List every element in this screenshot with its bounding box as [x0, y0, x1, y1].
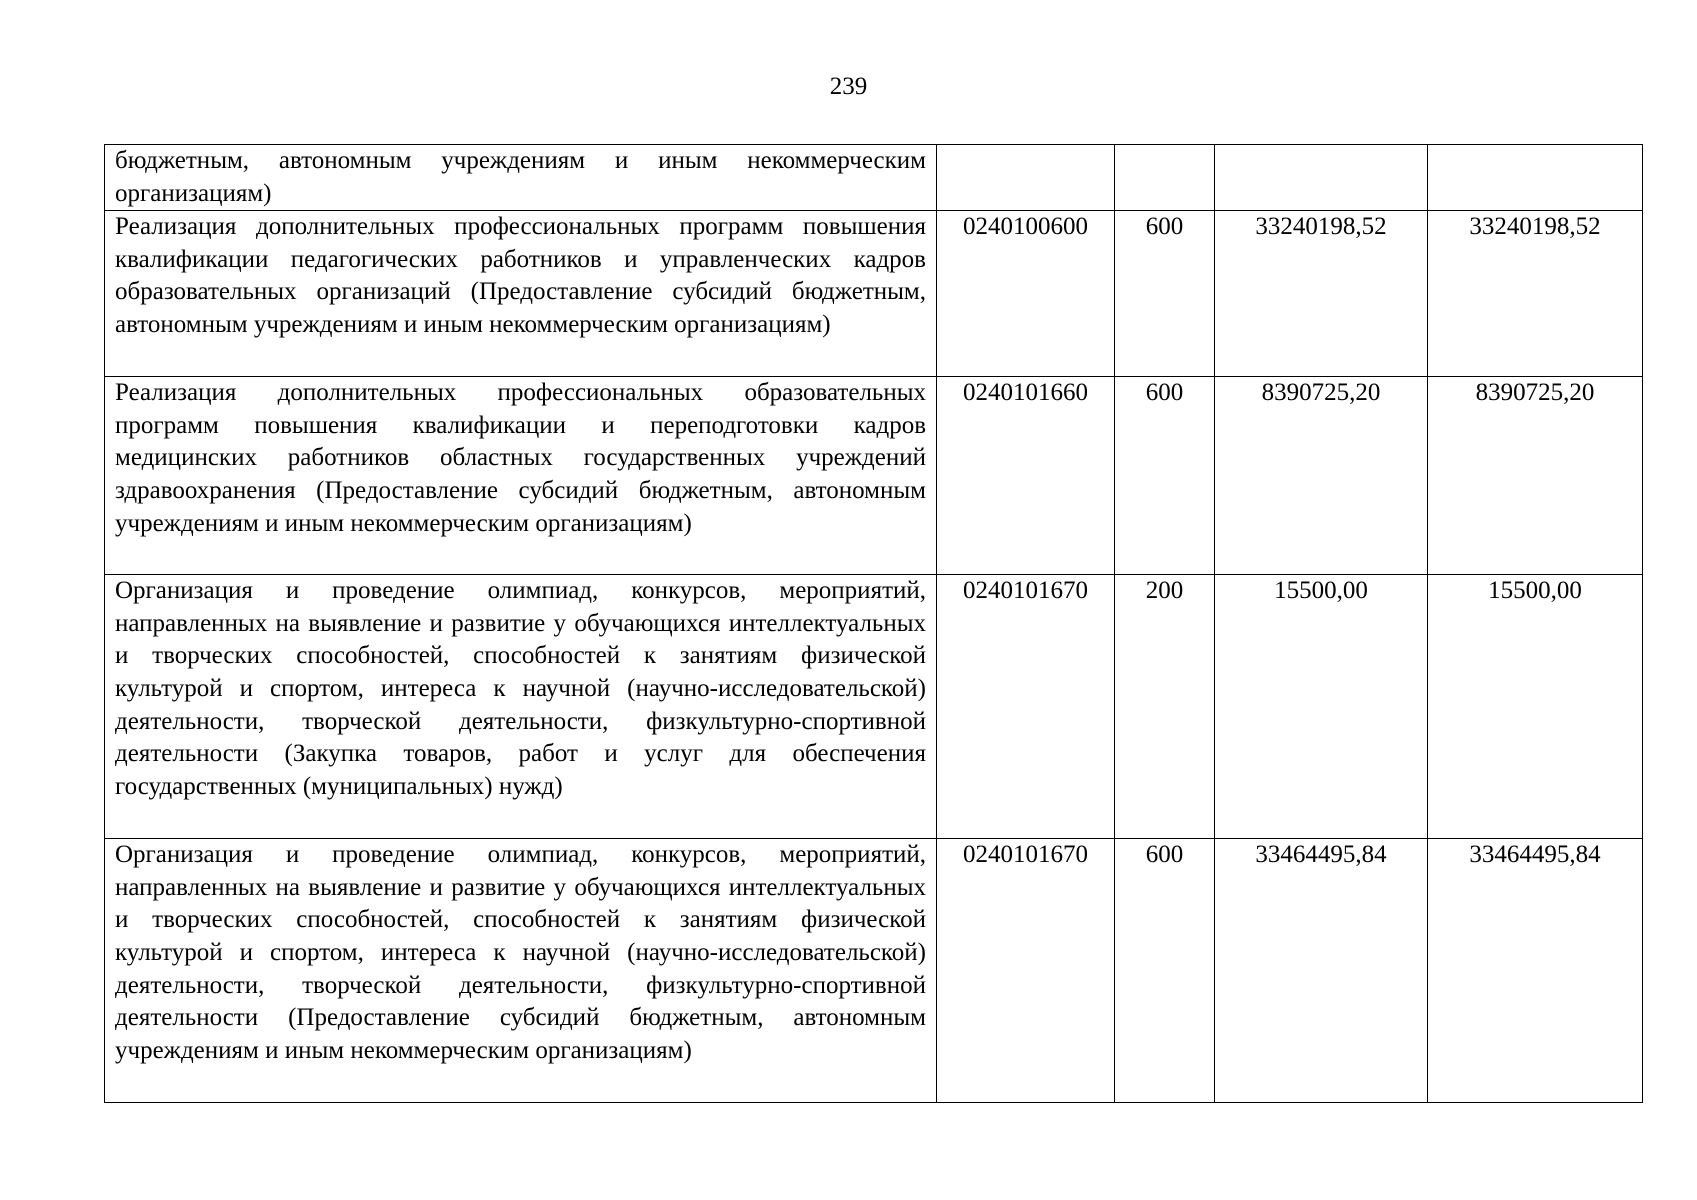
table-row	[105, 145, 1643, 211]
row-amount-2	[1428, 145, 1643, 211]
row-amount-1: 33240198,52	[1215, 211, 1428, 377]
budget-table	[104, 144, 1643, 1103]
row-description: Реализация дополнительных профессиональных программ повышения квалификации педагогических работников и управленческих кадров образовательных организаций (Предоставление субсидий бюджетным, автономным учреждениям и иным некоммерческим организациям)	[105, 211, 937, 377]
row-description: Организация и проведение олимпиад, конкурсов, мероприятий, направленных на выявление и развитие у обучающихся интеллектуальных и творческих способностей, способностей к занятиям физической культурой и спортом, интереса к научной (научно-исследовательской) деятельности, творческой деятельности, физкультурно-спортивной деятельности (Предоставление субсидий бюджетным, автономным учреждениям и иным некоммерческим организациям)	[105, 839, 937, 1103]
row-code: 0240101670	[937, 575, 1115, 839]
row-expense-type: 200	[1115, 575, 1215, 839]
row-amount-1: 15500,00	[1215, 575, 1428, 839]
row-code	[937, 145, 1115, 211]
table-row	[105, 575, 1643, 839]
row-description: бюджетным, автономным учреждениям и иным некоммерческим организациям)	[105, 145, 937, 211]
page-number: 239	[829, 73, 868, 100]
row-amount-2: 8390725,20	[1428, 377, 1643, 575]
table-row	[105, 839, 1643, 1103]
row-amount-1: 33464495,84	[1215, 839, 1428, 1103]
row-expense-type: 600	[1115, 211, 1215, 377]
row-code: 0240100600	[937, 211, 1115, 377]
table-row	[105, 377, 1643, 575]
table-row	[105, 211, 1643, 377]
row-description: Реализация дополнительных профессиональных образовательных программ повышения квалификации и переподготовки кадров медицинских работников областных государственных учреждений здравоохранения (Предоставление субсидий бюджетным, автономным учреждениям и иным некоммерческим организациям)	[105, 377, 937, 575]
row-amount-2: 33240198,52	[1428, 211, 1643, 377]
row-code: 0240101660	[937, 377, 1115, 575]
row-expense-type	[1115, 145, 1215, 211]
row-code: 0240101670	[937, 839, 1115, 1103]
row-amount-2: 33464495,84	[1428, 839, 1643, 1103]
row-amount-1	[1215, 145, 1428, 211]
row-description: Организация и проведение олимпиад, конкурсов, мероприятий, направленных на выявление и развитие у обучающихся интеллектуальных и творческих способностей, способностей к занятиям физической культурой и спортом, интереса к научной (научно-исследовательской) деятельности, творческой деятельности, физкультурно-спортивной деятельности (Закупка товаров, работ и услуг для обеспечения государственных (муниципальных) нужд)	[105, 575, 937, 839]
row-amount-1: 8390725,20	[1215, 377, 1428, 575]
row-expense-type: 600	[1115, 377, 1215, 575]
row-expense-type: 600	[1115, 839, 1215, 1103]
row-amount-2: 15500,00	[1428, 575, 1643, 839]
